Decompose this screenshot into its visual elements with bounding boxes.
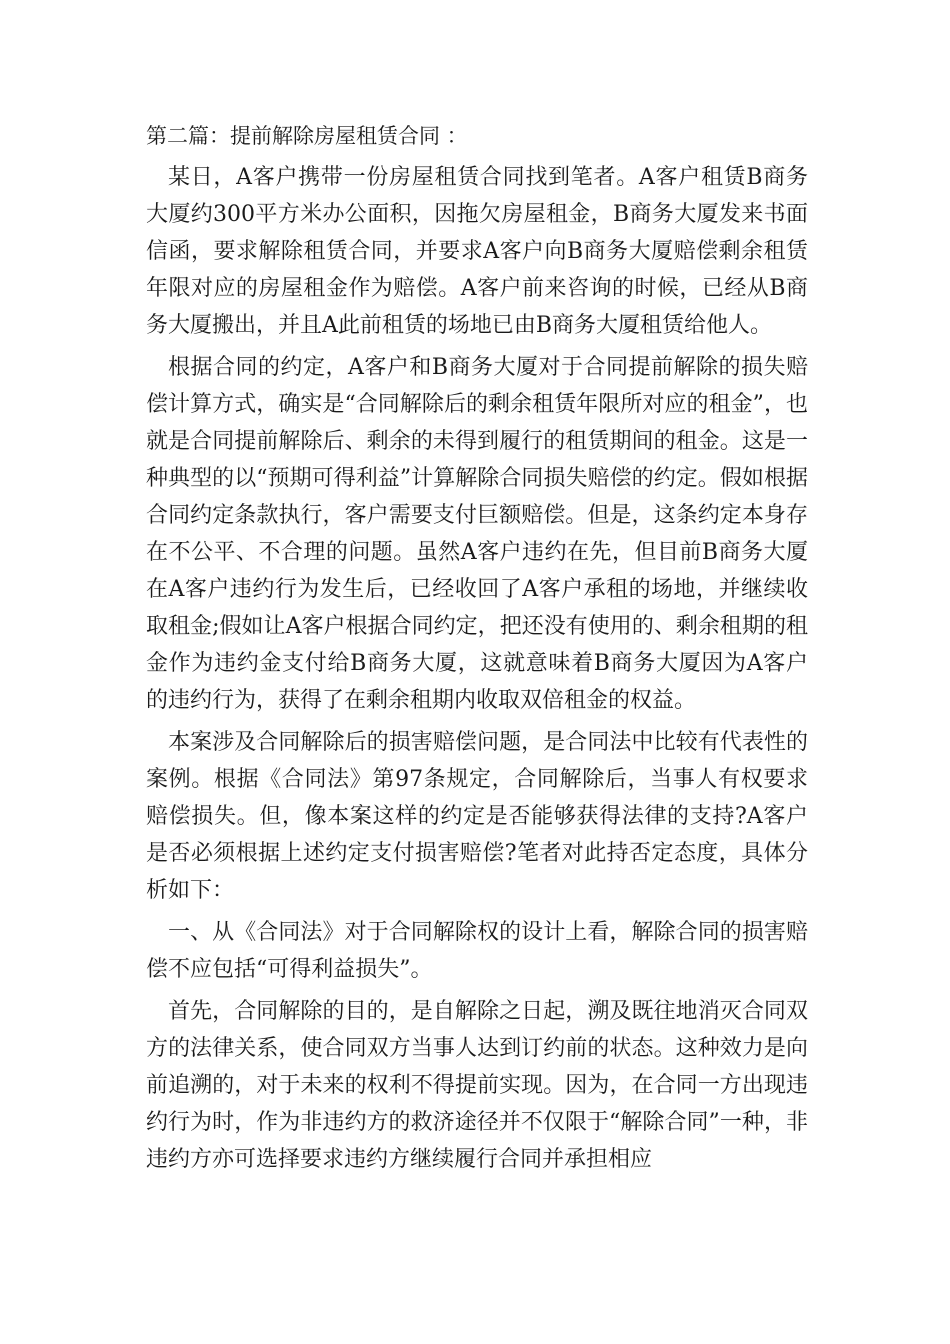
paragraph-contract-analysis: 根据合同的约定，A客户和B商务大厦对于合同提前解除的损失赔偿计算方式，确实是“合同解除后的剩余租赁年限所对应的租金”，也就是合同提前解除后、剩余的未得到履行的租赁期间的租金。这是一种典型的以“预期可得利益”计算解除合同损失赔偿的约定。假如根据合同约定条款执行，客户需要支付巨额赔偿。但是，这条约定本身存在不公平、不合理的问题。虽然A客户违约在先，但目前B商务大厦在A客户违约行为发生后，已经收回了A客户承租的场地，并继续收取租金;假如让A客户根据合同约定，把还没有使用的、剩余租期的租金作为违约金支付给B商务大厦，这就意味着B商务大厦因为A客户的违约行为，获得了在剩余租期内收取双倍租金的权益。 bbox=[146, 355, 808, 713]
paragraph-first-argument: 首先，合同解除的目的，是自解除之日起，溯及既往地消灭合同双方的法律关系，使合同双方当事人达到订约前的状态。这种效力是向前追溯的，对于未来的权利不得提前实现。因为，在合同一方出现违约行为时，作为非违约方的救济途径并不仅限于“解除合同”一种，非违约方亦可选择要求违约方继续履行合同并承担相应 bbox=[146, 999, 808, 1172]
document-title: 第二篇：提前解除房屋租赁合同 ： bbox=[146, 124, 468, 148]
paragraph-legal-question: 本案涉及合同解除后的损害赔偿问题，是合同法中比较有代表性的案例。根据《合同法》第97条规定，合同解除后，当事人有权要求赔偿损失。但，像本案这样的约定是否能够获得法律的支持?A客户是否必须根据上述约定支付损害赔偿?笔者对此持否定态度，具体分析如下： bbox=[146, 730, 808, 903]
document-body bbox=[146, 118, 808, 1183]
paragraph-section-heading-one: 一、从《合同法》对于合同解除权的设计上看，解除合同的损害赔偿不应包括“可得利益损失”。 bbox=[146, 920, 808, 982]
paragraph-case-facts: 某日，A客户携带一份房屋租赁合同找到笔者。A客户租赁B商务大厦约300平方米办公面积，因拖欠房屋租金，B商务大厦发来书面信函，要求解除租赁合同，并要求A客户向B商务大厦赔偿剩余租赁年限对应的房屋租金作为赔偿。A客户前来咨询的时候，已经从B商务大厦搬出，并且A此前租赁的场地已由B商务大厦租赁给他人。 bbox=[146, 165, 808, 338]
